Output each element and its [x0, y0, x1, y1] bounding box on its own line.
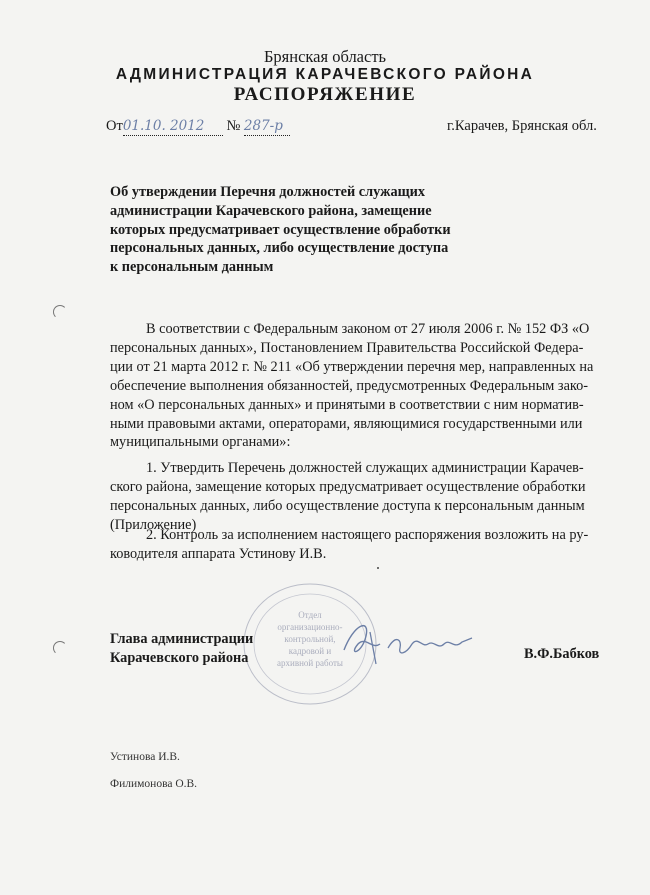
item-2-paragraph [110, 526, 594, 564]
item-1-line: (Приложение) [110, 516, 197, 533]
region-heading: Брянская область [263, 47, 387, 66]
subject-line: персональных данных, либо осуществление доступа [110, 240, 449, 257]
subject-line: к персональным данным [110, 259, 274, 276]
preamble-line: В соответствии с Федеральным законом от 27 июля 2006 г. № 152 ФЗ «О [146, 321, 590, 337]
number-field [244, 118, 290, 136]
signatory-name: В.Ф.Бабков [524, 646, 600, 662]
handwritten-signature [340, 614, 480, 674]
preamble-line: муниципальными органами»: [110, 434, 291, 451]
item-1-line: 1. Утвердить Перечень должностей служащих администрации Карачев- [146, 460, 584, 476]
preamble-line: обеспечение выполнения обязанностей, предусмотренных Федеральным зако- [110, 377, 589, 394]
paper-speck [377, 567, 379, 569]
document-type-heading: РАСПОРЯЖЕНИЕ [233, 84, 417, 105]
punch-hole-mark [53, 305, 67, 319]
executor-name: Филимонова О.В. [110, 778, 198, 790]
item-1-line: ского района, замещение которых предусматривает осуществление обработки [110, 478, 586, 495]
handwritten-number: 287-р [243, 118, 283, 134]
preamble-line: ном «О персональных данных» и принятыми в соответствии с ним норматив- [110, 396, 584, 413]
signatory-title-line: Глава администрации [110, 631, 254, 647]
number-label: № [226, 118, 241, 134]
subject-line: Об утверждении Перечня должностей служащих [110, 184, 426, 200]
handwritten-date: 01.10. 2012 [122, 118, 205, 134]
stamp-text-line: кадровой и [288, 646, 332, 656]
preamble-line: ции от 21 марта 2012 г. № 211 «Об утверждении перечня мер, направленных на [110, 358, 594, 375]
preamble-paragraph [110, 320, 594, 452]
place-of-issue: г.Карачев, Брянская обл. [447, 118, 597, 134]
subject-line: администрации Карачевского района, замещение [110, 202, 432, 219]
stamp-text-line: организационно- [277, 622, 343, 632]
stamp-text-line: Отдел [298, 610, 322, 620]
stamp-text-line: архивной работы [277, 658, 343, 668]
signatory-title-line: Карачевского района [110, 649, 249, 666]
subject-line: которых предусматривает осуществление обработки [110, 221, 451, 238]
document-subject [110, 183, 490, 277]
executor-name: Устинова И.В. [110, 751, 180, 763]
item-2-line: 2. Контроль за исполнением настоящего распоряжения возложить на ру- [146, 527, 589, 543]
administration-heading: АДМИНИСТРАЦИЯ КАРАЧЕВСКОГО РАЙОНА [115, 66, 535, 83]
preamble-line: ными правовыми актами, операторами, являющимися государственными или [110, 415, 583, 432]
item-2-line: ководителя аппарата Устинову И.В. [110, 545, 327, 562]
signatory-title [110, 630, 253, 667]
stamp-text-line: контрольной, [284, 634, 336, 644]
punch-hole-mark [53, 641, 67, 655]
item-1-paragraph [110, 459, 594, 535]
date-number-line [106, 118, 290, 136]
from-label: От [106, 118, 123, 134]
date-field [123, 118, 223, 136]
item-1-line: персональных данных, либо осуществление доступа к персональным данным [110, 497, 585, 514]
preamble-line: персональных данных», Постановлением Правительства Российской Федера- [110, 339, 584, 356]
